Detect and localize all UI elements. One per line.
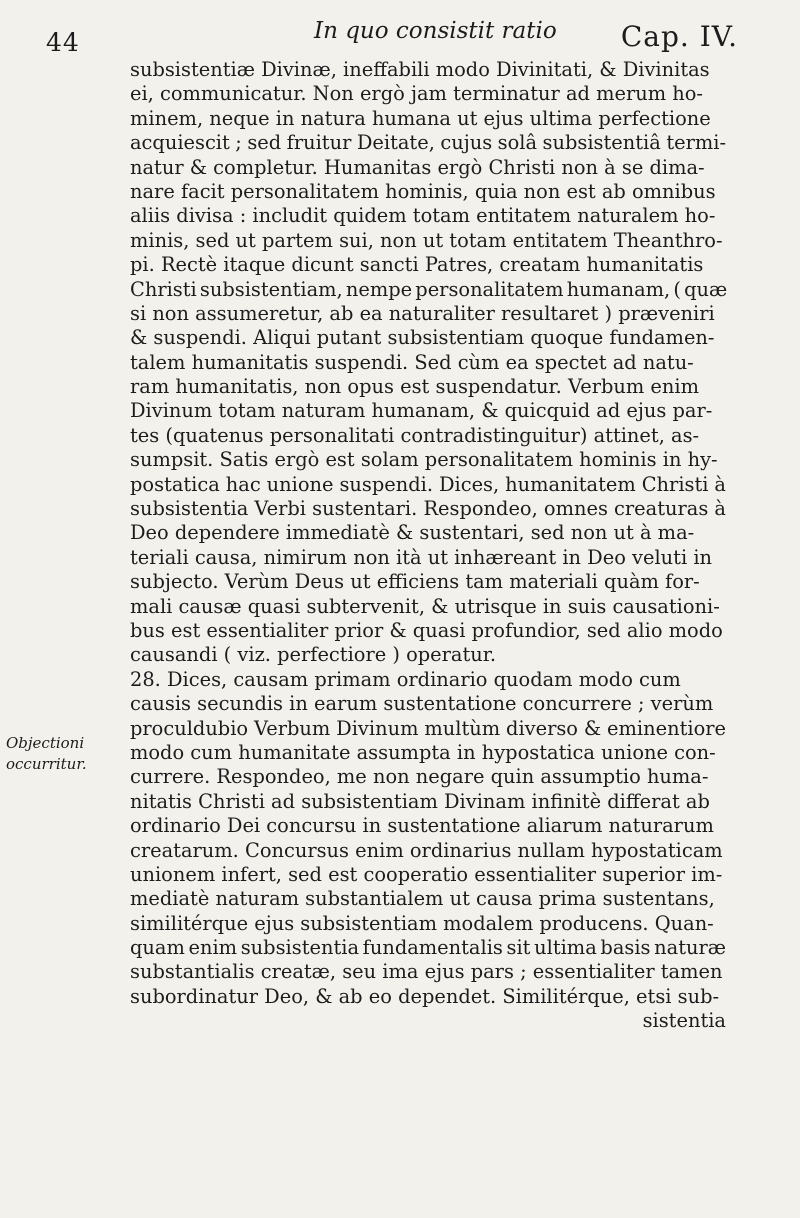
text-line [130,399,726,423]
text-line [130,839,726,863]
text-line [130,643,726,667]
text-line [130,375,726,399]
text-line [130,985,726,1009]
text-line [130,619,726,643]
text-line [130,887,726,911]
text-line [130,960,726,984]
text-line-content: Divinum totam naturam humanam, & quicquid ad ejus par- [130,399,713,423]
text-line [130,521,726,545]
text-line-content: talem humanitatis suspendi. Sed cùm ea spectet ad natu- [130,350,694,374]
text-line-content: modo cum humanitate assumpta in hypostatica unione con- [130,740,716,764]
text-line [130,790,726,814]
text-line-content: unionem infert, sed est cooperatio essentialiter superior im- [130,862,723,886]
text-line-content: acquiescit ; sed fruitur Deitate, cujus solâ subsistentiâ termi- [130,131,726,155]
text-line [130,497,726,521]
text-line-content: & suspendi. Aliqui putant subsistentiam quoque fundamen- [130,326,715,350]
text-line-content: tes (quatenus personalitati contradistinguitur) attinet, as- [130,423,700,447]
text-line-content: causandi ( viz. perfectiore ) operatur. [130,643,497,667]
text-line-content: natur & completur. Humanitas ergò Christi non à se dima- [130,155,705,179]
text-line [130,107,726,131]
text-line-content: subsistentia Verbi sustentari. Respondeo, omnes creaturas à [130,497,726,521]
text-line-content: Christi subsistentiam, nempe personalitatem humanam, ( quæ [130,277,728,301]
text-line [130,82,726,106]
text-line [130,351,726,375]
text-line [130,912,726,936]
text-line [130,302,726,326]
text-line [130,546,726,570]
text-line [130,936,726,960]
text-line [130,278,726,302]
text-line-content: minis, sed ut partem sui, non ut totam entitatem Theanthro- [130,228,723,252]
text-line [130,765,726,789]
text-line-content: postatica hac unione suspendi. Dices, humanitatem Christi à [130,472,726,496]
text-line [130,717,726,741]
text-line [130,156,726,180]
margin-note-line: occurritur. [6,755,87,773]
text-line [130,595,726,619]
text-line-content: Deo dependere immediatè & sustentari, sed non ut à ma- [130,521,695,545]
chapter-label: Cap. IV. [620,20,738,53]
text-line-content: nare facit personalitatem hominis, quia non est ab omnibus [130,179,716,203]
text-line [130,448,726,472]
text-line-content: nitatis Christi ad subsistentiam Divinam infinitè differat ab [130,789,710,813]
text-line-content: mali causæ quasi subtervenit, & utrisque in suis causationi- [130,594,720,618]
text-line [130,131,726,155]
text-line-content: teriali causa, nimirum non ità ut inhæreant in Deo veluti in [130,545,713,569]
text-line-content: 28. Dices, causam primam ordinario quodam modo cum [130,667,681,691]
text-line-content: substantialis creatæ, seu ima ejus pars ; essentialiter tamen [130,960,723,984]
text-line-content: quam enim subsistentia fundamentalis sit ultima basis naturæ [130,936,726,960]
text-line-content: ram humanitatis, non opus est suspendatur. Verbum enim [130,375,699,399]
text-line-content: ordinario Dei concursu in sustentatione aliarum naturarum [130,814,714,838]
text-line [130,814,726,838]
text-line [130,326,726,350]
text-line [130,253,726,277]
text-line [130,229,726,253]
text-line [130,204,726,228]
text-line-content: causis secundis in earum sustentatione concurrere ; verùm [130,692,714,716]
text-line-content: minem, neque in natura humana ut ejus ultima perfectione [130,106,711,130]
running-title: In quo consistit ratio [314,18,557,44]
text-line-content: similitérque ejus subsistentiam modalem producens. Quan- [130,911,714,935]
text-line [130,180,726,204]
text-line-content: creatarum. Concursus enim ordinarius nullam hypostaticam [130,838,723,862]
text-line-content: subjecto. Verùm Deus ut efficiens tam materiali quàm for- [130,570,700,594]
text-line [130,58,726,82]
margin-note-line: Objectioni [6,734,85,752]
text-line-content: sistentia [642,1009,726,1033]
page-header [46,14,738,58]
text-line [130,570,726,594]
text-line-content: mediatè naturam substantialem ut causa prima sustentans, [130,887,715,911]
margin-note [6,733,118,775]
text-line-content: subsistentiæ Divinæ, ineffabili modo Divinitati, & Divinitas [130,58,710,81]
text-line [130,863,726,887]
text-line [130,473,726,497]
page-number: 44 [46,28,80,57]
text-line-content: si non assumeretur, ab ea naturaliter resultaret ) præveniri [130,301,715,325]
text-line [130,741,726,765]
text-line-content: proculdubio Verbum Divinum multùm diverso & eminentiore [130,716,726,740]
text-line [130,1009,726,1033]
text-line-content: subordinatur Deo, & ab eo dependet. Similitérque, etsi sub- [130,984,720,1008]
text-line [130,692,726,716]
text-line-content: sumpsit. Satis ergò est solam personalitatem hominis in hy- [130,448,718,472]
text-line-content: bus est essentialiter prior & quasi profundior, sed alio modo [130,618,723,642]
text-line [130,668,726,692]
text-line-content: ei, communicatur. Non ergò jam terminatur ad merum ho- [130,82,703,106]
text-line [130,424,726,448]
text-line-content: pi. Rectè itaque dicunt sancti Patres, creatam humanitatis [130,253,704,277]
body-text [130,58,726,1034]
text-line-content: currere. Respondeo, me non negare quin assumptio huma- [130,765,709,789]
text-line-content: aliis divisa : includit quidem totam entitatem naturalem ho- [130,204,716,228]
